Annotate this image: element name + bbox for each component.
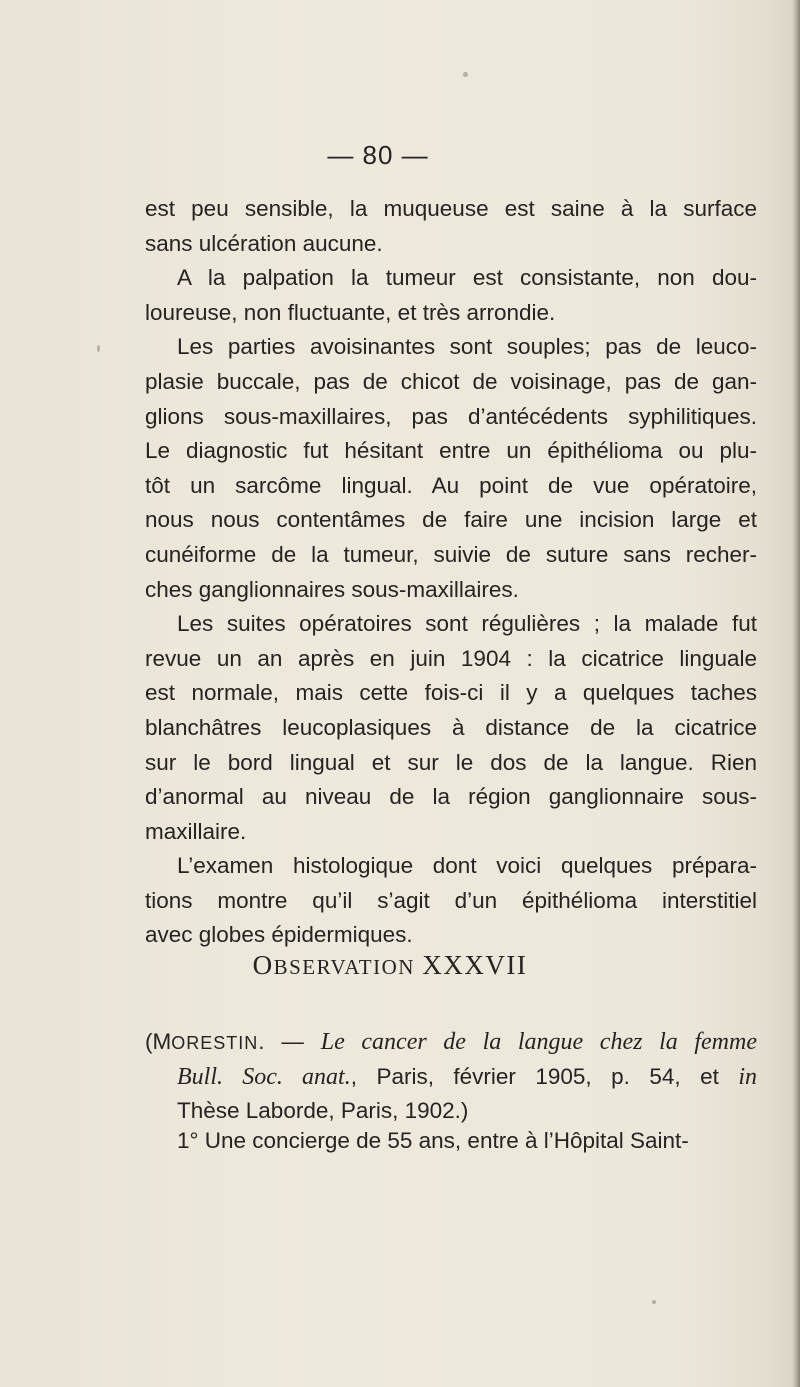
- observation-heading: [0, 950, 790, 981]
- reference-line-2: [145, 1060, 757, 1094]
- heading-initial: O: [252, 950, 274, 980]
- paper-speck: [97, 345, 100, 352]
- reference-line-3: Thèse Laborde, Paris, 1902.): [177, 1098, 469, 1123]
- paper-speck: [463, 72, 468, 77]
- text-line: L’examen histologique dont voici quelques prépara-: [177, 853, 757, 879]
- text-line: est peu sensible, la muqueuse est saine à la surface: [145, 196, 757, 221]
- paper-speck: [652, 1300, 656, 1304]
- page-number: — 80 —: [327, 140, 429, 170]
- body-paragraphs: [145, 192, 757, 953]
- text-line: 1° Une concierge de 55 ans, entre à l’Hôpital Saint-: [177, 1128, 689, 1153]
- page-edge-shadow: [792, 0, 800, 1387]
- text-line: A la palpation la tumeur est consistante, non dou-: [177, 265, 757, 291]
- text-line: sans ulcération aucune.: [145, 230, 383, 256]
- text-line: glions sous-maxillaires, pas d’antécédents syphilitiques.: [145, 403, 757, 429]
- text-line: blanchâtres leucoplasiques à distance de la cicatrice: [145, 714, 757, 740]
- reference-line-1: [145, 1025, 757, 1060]
- text-line: ches ganglionnaires sous-maxillaires.: [145, 576, 519, 602]
- text-line: avec globes épidermiques.: [145, 922, 413, 948]
- text-line: tôt un sarcôme lingual. Au point de vue opératoire,: [145, 472, 757, 498]
- text-line: Les parties avoisinantes sont souples; pas de leuco-: [177, 334, 757, 360]
- text-line: maxillaire.: [145, 818, 247, 844]
- ref-journal: Bull. Soc. anat.: [177, 1064, 351, 1090]
- heading-rest: BSERVATION: [273, 955, 415, 979]
- text-line: plasie buccale, pas de chicot de voisinage, pas de gan-: [145, 368, 757, 394]
- text-line: est normale, mais cette fois-ci il y a quelques taches: [145, 680, 757, 706]
- text-line: tions montre qu’il s’agit d’un épithélioma interstitiel: [145, 887, 757, 913]
- author-rest: ORESTIN: [171, 1033, 259, 1053]
- ref-sep: . —: [258, 1029, 321, 1054]
- text-line: sur le bord lingual et sur le dos de la langue. Rien: [145, 749, 757, 775]
- ref-open: (: [145, 1029, 153, 1054]
- ref-in: in: [738, 1064, 757, 1090]
- heading-number: XXXVII: [422, 950, 528, 980]
- text-line: d’anormal au niveau de la région ganglionnaire sous-: [145, 784, 757, 810]
- author-initial: M: [152, 1029, 172, 1054]
- text-line: cunéiforme de la tumeur, suivie de suture sans recher-: [145, 541, 757, 567]
- reference-block: [145, 1025, 757, 1128]
- text-line: loureuse, non fluctuante, et très arrondie.: [145, 299, 556, 325]
- text-line: Le diagnostic fut hésitant entre un épithélioma ou plu-: [145, 438, 757, 464]
- case-start: [177, 1124, 757, 1159]
- ref-details: , Paris, février 1905, p. 54, et: [350, 1064, 739, 1089]
- ref-title: Le cancer de la langue chez la femme: [320, 1029, 757, 1055]
- text-line: nous nous contentâmes de faire une incision large et: [145, 507, 757, 533]
- text-line: Les suites opératoires sont régulières ; la malade fut: [177, 611, 757, 637]
- text-line: revue un an après en juin 1904 : la cicatrice linguale: [145, 645, 757, 671]
